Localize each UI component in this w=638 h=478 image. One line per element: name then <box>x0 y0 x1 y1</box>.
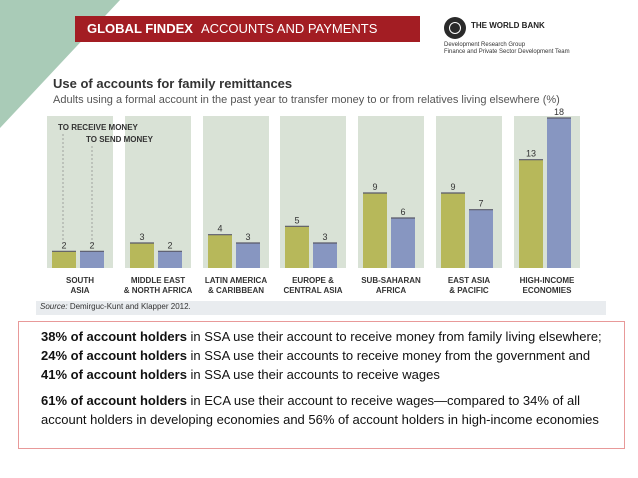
data-label: 3 <box>322 232 328 242</box>
category-label: EUROPE & <box>292 276 334 285</box>
note-text: in SSA use their accounts to receive money from the government and <box>186 348 591 363</box>
logo-name: THE WORLD BANK <box>471 21 545 30</box>
data-label: 18 <box>553 107 565 117</box>
category-label: ASIA <box>70 286 90 295</box>
data-label: 9 <box>372 182 378 192</box>
notes-box <box>18 321 625 449</box>
category-label: SOUTH <box>66 276 94 285</box>
bar <box>441 193 465 268</box>
category-label: MIDDLE EAST <box>130 276 186 285</box>
bar <box>519 160 543 268</box>
data-label: 4 <box>217 223 223 234</box>
banner-title: ACCOUNTS AND PAYMENTS <box>200 21 378 36</box>
source-text: Demirguc-Kunt and Klapper 2012. <box>69 302 191 311</box>
category-label: & NORTH AFRICA <box>123 286 193 295</box>
note-text: in SSA use their accounts to receive wages <box>186 367 440 382</box>
source-note <box>40 302 191 311</box>
bar <box>52 251 76 268</box>
bar <box>236 243 260 268</box>
chart-title: Use of accounts for family remittances <box>53 76 293 91</box>
note-line <box>41 391 624 410</box>
note-line <box>41 365 624 384</box>
note-text: in ECA use their account to receive wages—compared to 34% of all <box>186 393 581 408</box>
data-label: 5 <box>294 215 300 226</box>
category-label: & CARIBBEAN <box>208 286 264 295</box>
category-label: ECONOMIES <box>522 286 572 295</box>
data-label: 3 <box>245 232 251 242</box>
category-label: LATIN AMERICA <box>204 276 268 285</box>
category-label: SUB-SAHARAN <box>361 276 421 285</box>
note-line <box>41 346 624 365</box>
banner-title-bold: GLOBAL FINDEX <box>87 21 193 36</box>
logo-line-1: Development Research Group <box>444 42 526 48</box>
bar <box>80 251 104 268</box>
note-emphasis: 41% of account holders <box>41 367 187 382</box>
data-label: 13 <box>525 148 537 159</box>
category-label: & PACIFIC <box>449 286 489 295</box>
chart-subtitle: Adults using a formal account in the past year to transfer money to or from relatives living elsewhere (%) <box>53 94 560 106</box>
note-emphasis: 24% of account holders <box>41 348 187 363</box>
note-text: in SSA use their account to receive money from family living elsewhere; <box>186 329 602 344</box>
bar <box>469 210 493 268</box>
note-text: account holders in developing economies and 56% of account holders in high-income economies <box>41 412 599 427</box>
category-label: CENTRAL ASIA <box>283 286 343 295</box>
source-label: Source: <box>40 302 68 311</box>
data-label: 2 <box>167 240 173 251</box>
category-label: AFRICA <box>375 286 407 295</box>
bar <box>363 193 387 268</box>
bar <box>158 251 182 268</box>
bar <box>313 243 337 268</box>
legend-send: TO SEND MONEY <box>86 135 153 144</box>
bar <box>547 118 571 268</box>
category-label: HIGH-INCOME <box>519 276 575 285</box>
data-label: 2 <box>61 240 67 251</box>
note-line <box>41 327 624 346</box>
category-label: EAST ASIA <box>447 276 491 285</box>
data-label: 7 <box>478 198 484 209</box>
bar <box>130 243 154 268</box>
bar <box>208 235 232 268</box>
data-label: 6 <box>400 207 406 217</box>
logo-line-2: Finance and Private Sector Development Team <box>444 49 570 55</box>
bar <box>391 218 415 268</box>
note-emphasis: 61% of account holders <box>41 393 187 408</box>
note-emphasis: 38% of account holders <box>41 329 187 344</box>
data-label: 3 <box>139 232 145 242</box>
data-label: 2 <box>89 240 95 251</box>
legend-receive: TO RECEIVE MONEY <box>58 123 138 132</box>
data-label: 9 <box>450 182 456 192</box>
bar <box>285 226 309 268</box>
note-line <box>41 410 624 429</box>
